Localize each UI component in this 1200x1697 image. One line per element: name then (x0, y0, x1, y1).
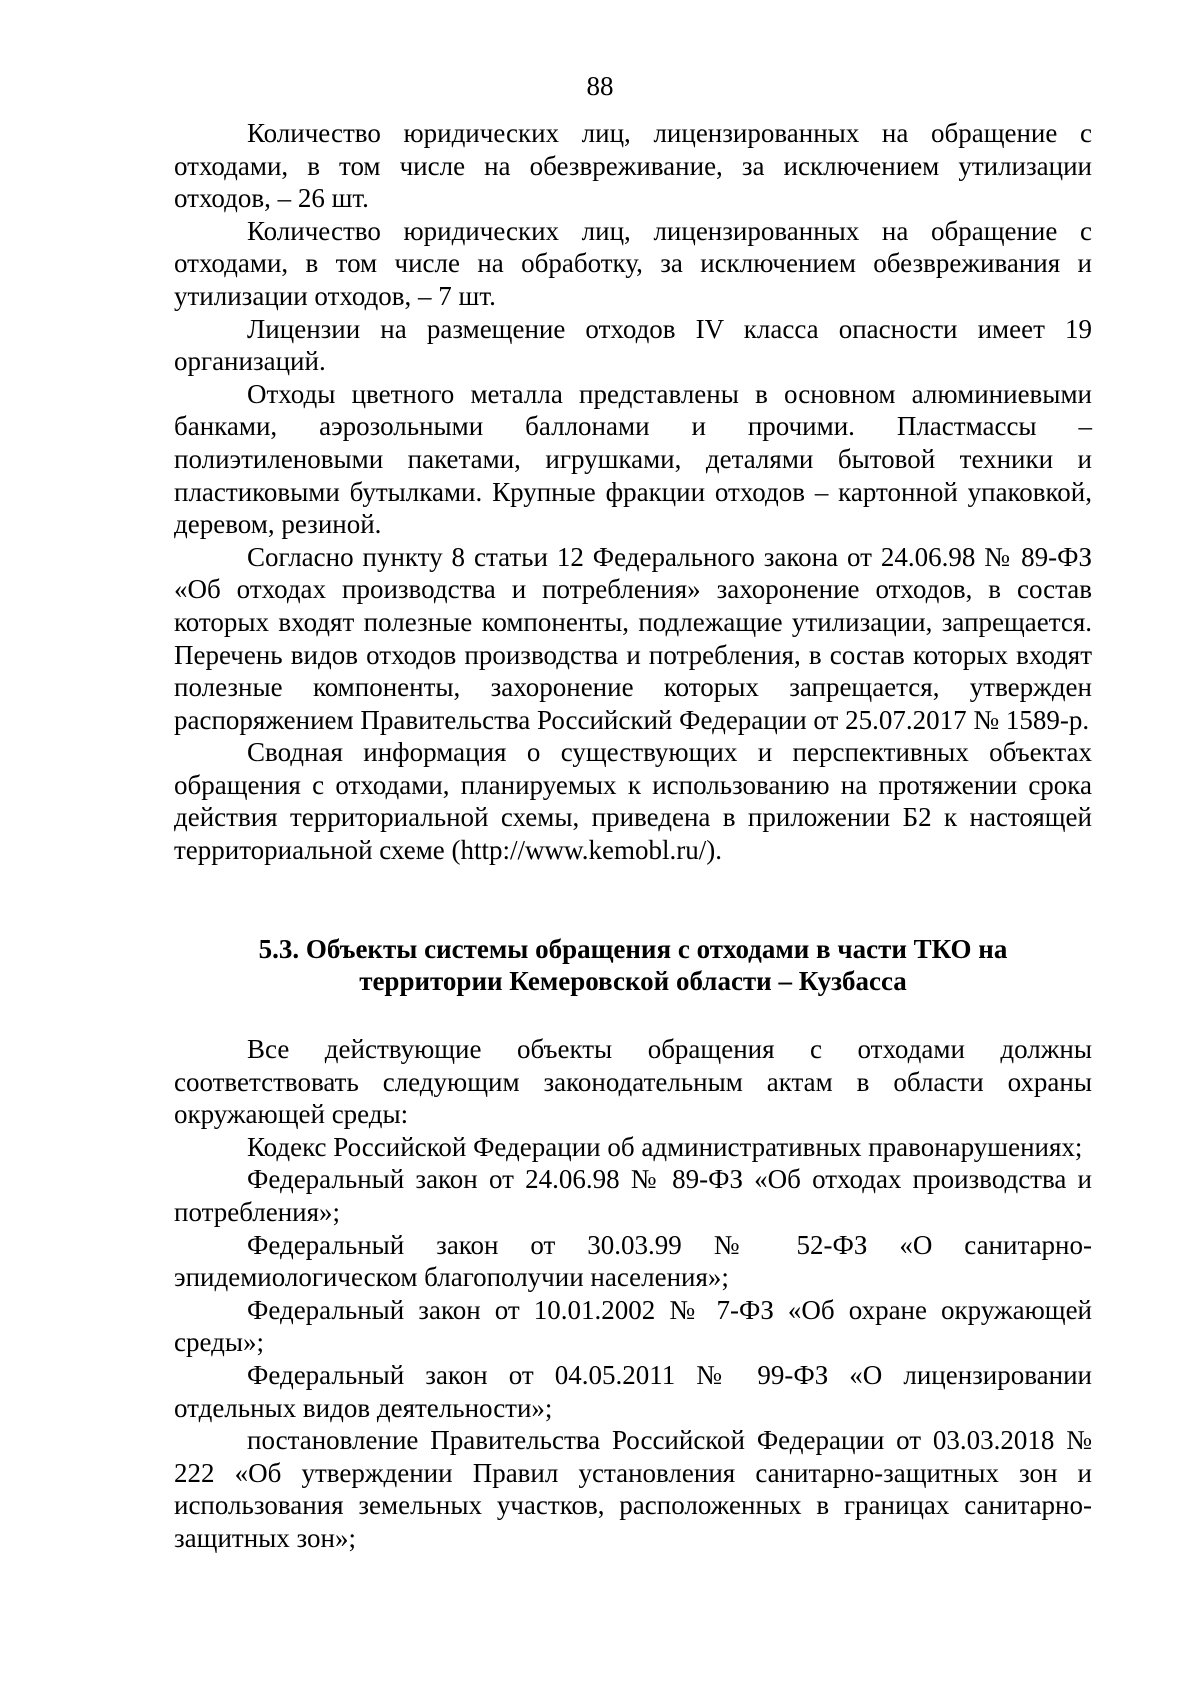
list-item-law-7-fz: Федеральный закон от 10.01.2002 № 7-ФЗ «Об охране окружающей среды»; (174, 1294, 1092, 1358)
paragraph-waste-composition: Отходы цветного металла представлены в основном алюминиевыми банками, аэрозольными баллонами и прочими. Пластмассы – полиэтиленовыми пакетами, игрушками, деталями бытовой техники и пластиковыми бутылками. Крупные фракции отходов – картонной упаковкой, деревом, резиной. (174, 378, 1092, 540)
section-heading (174, 933, 1092, 997)
list-item-law-89-fz: Федеральный закон от 24.06.98 № 89-ФЗ «Об отходах производства и потребления»; (174, 1164, 1092, 1227)
paragraph-burial-prohibition: Согласно пункту 8 статьи 12 Федерального закона от 24.06.98 № 89-ФЗ «Об отходах производства и потребления» захоронение отходов, в состав которых входят полезные компоненты, подлежащие утилизации, запрещается. Перечень видов отходов производства и потребления, в состав которых входят полезные компоненты, захоронение которых запрещается, утвержден распоряжением Правительства Российский Федерации от 25.07.2017 № 1589-р. (174, 541, 1092, 735)
paragraph-legal-entities-neutralization: Количество юридических лиц, лицензированных на обращение с отходами, в том числе на обезвреживание, за исключением утилизации отходов, – 26 шт. (174, 118, 1092, 214)
list-item-resolution-222: постановление Правительства Российской Федерации от 03.03.2018 № 222 «Об утверждении Правил установления санитарно-защитных зон и использования земельных участков, расположенных в границах санитарно-защитных зон»; (174, 1425, 1092, 1553)
paragraph-legal-entities-processing: Количество юридических лиц, лицензированных на обращение с отходами, в том числе на обработку, за исключением обезвреживания и утилизации отходов, – 7 шт. (174, 215, 1092, 311)
page-number: 88 (586, 71, 614, 101)
body-text-top (174, 117, 1092, 867)
paragraph-requirements-intro: Все действующие объекты обращения с отходами должны соответствовать следующим законодательным актам в области охраны окружающей среды: (174, 1034, 1092, 1130)
section-heading-line-1: 5.3. Объекты системы обращения с отходами в части ТКО на (258, 934, 1008, 964)
list-item-law-52-fz: Федеральный закон от 30.03.99 № 52-ФЗ «О санитарно-эпидемиологическом благополучии населения»; (174, 1229, 1092, 1293)
list-item-law-99-fz: Федеральный закон от 04.05.2011 № 99-ФЗ «О лицензировании отдельных видов деятельности»; (174, 1359, 1092, 1423)
list-item-administrative-code: Кодекс Российской Федерации об административных правонарушениях; (247, 1131, 1083, 1162)
paragraph-summary-info: Сводная информация о существующих и перспективных объектах обращения с отходами, планируемых к использованию на протяжении срока действия территориальной схемы, приведена в приложении Б2 к настоящей территориальной схеме (http://www.kemobl.ru/). (174, 737, 1092, 866)
section-heading-line-2: территории Кемеровской области – Кузбасса (359, 966, 907, 996)
paragraph-class-iv-licenses: Лицензии на размещение отходов IV класса опасности имеет 19 организаций. (174, 313, 1092, 377)
body-text-bottom (174, 1033, 1092, 1555)
